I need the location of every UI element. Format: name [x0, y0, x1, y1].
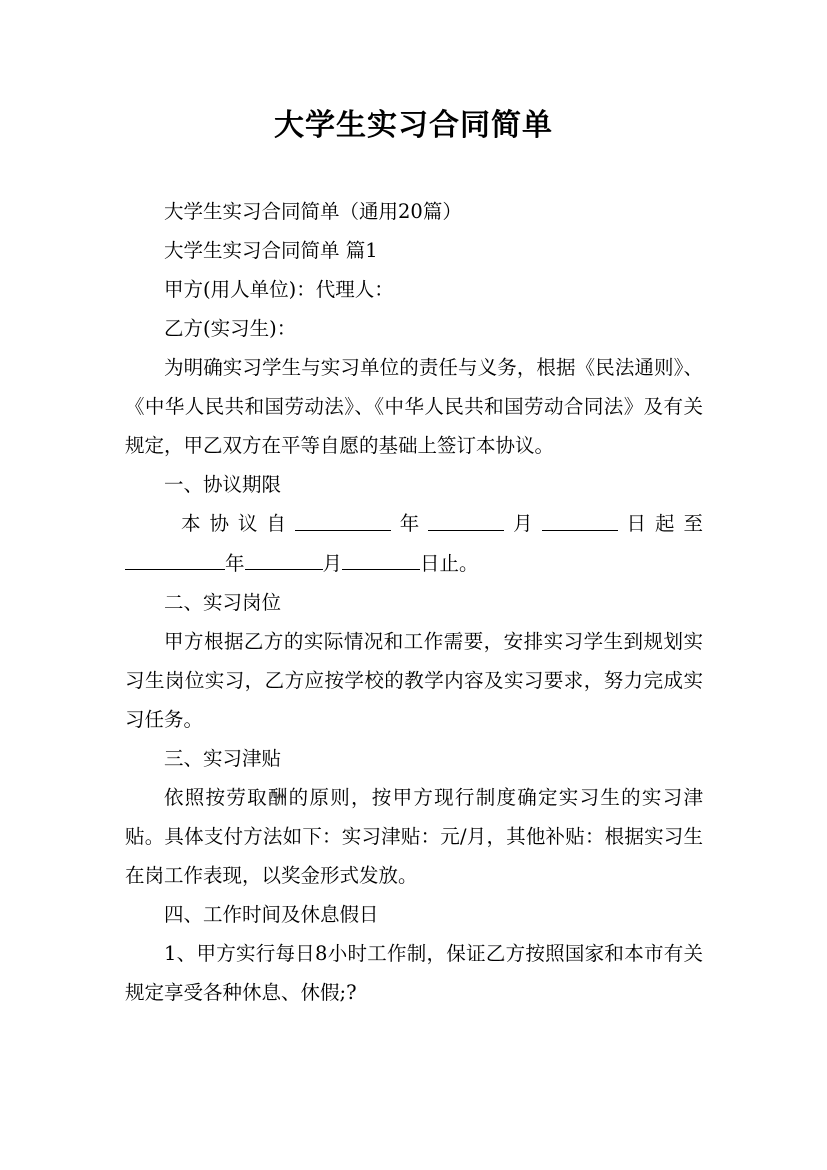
- heading-working-hours: 四、工作时间及休息假日: [164, 903, 379, 926]
- paragraph-subtitle: 大学生实习合同简单（通用20篇）: [164, 200, 462, 223]
- period-end-line: [125, 543, 703, 583]
- heading-allowance: 三、实习津贴: [164, 747, 282, 770]
- period-char: 起: [654, 512, 675, 535]
- blank-start-month: [428, 504, 504, 531]
- blank-end-day: [342, 543, 420, 570]
- paragraph-working-hours: 1、甲方实行每日8小时工作制，保证乙方按照国家和本市有关规定享受各种休息、休假;?: [125, 942, 703, 1004]
- period-month-label: 月: [513, 512, 533, 535]
- paragraph-allowance: 依照按劳取酬的原则，按甲方现行制度确定实习生的实习津贴。具体支付方法如下：实习津贴：元/月，其他补贴：根据实习生在岗工作表现，以奖金形式发放。: [125, 786, 703, 887]
- blank-end-year: [125, 543, 225, 570]
- paragraph-section-title: 大学生实习合同简单 篇1: [164, 239, 378, 262]
- blank-end-month: [245, 543, 323, 570]
- document-body: [125, 192, 703, 1012]
- period-char: 协: [209, 512, 229, 535]
- paragraph-party-a: 甲方(用人单位)：代理人：: [164, 278, 394, 301]
- period-end-day-label: 日止。: [420, 552, 479, 575]
- period-char: 自: [266, 512, 286, 535]
- paragraph-party-b: 乙方(实习生)：: [164, 317, 297, 340]
- heading-agreement-period: 一、协议期限: [164, 473, 282, 496]
- period-end-year-label: 年: [225, 552, 245, 575]
- period-char: 至: [683, 512, 703, 535]
- period-year-label: 年: [399, 512, 420, 535]
- period-day-label: 日: [626, 512, 647, 535]
- blank-start-day: [542, 504, 618, 531]
- heading-internship-position: 二、实习岗位: [164, 591, 282, 614]
- period-end-month-label: 月: [322, 552, 343, 575]
- blank-start-year: [295, 504, 391, 531]
- period-char: 本: [181, 512, 201, 535]
- document-title: 大学生实习合同简单: [274, 108, 553, 143]
- paragraph-purpose: 为明确实习学生与实习单位的责任与义务，根据《民法通则》、《中华人民共和国劳动法》、《中华人民共和国劳动合同法》及有关规定，甲乙双方在平等自愿的基础上签订本协议。: [125, 356, 703, 457]
- period-start-line: [125, 504, 703, 543]
- period-char: 议: [237, 512, 258, 535]
- paragraph-position: 甲方根据乙方的实际情况和工作需要，安排实习学生到规划实习生岗位实习，乙方应按学校的教学内容及实习要求，努力完成实习任务。: [125, 630, 703, 731]
